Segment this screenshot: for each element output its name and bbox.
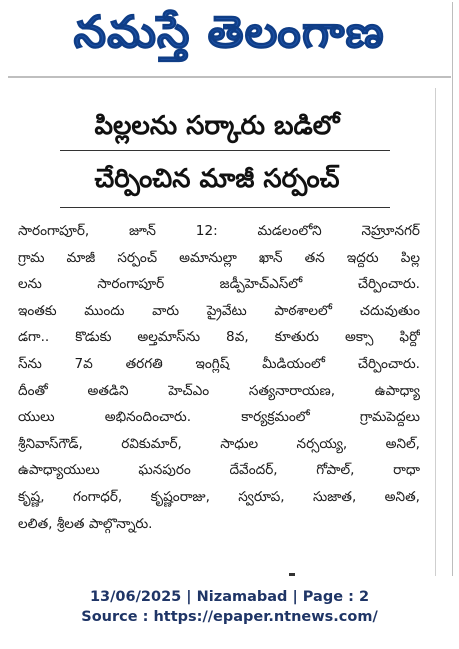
- edition-caption: 13/06/2025 | Nizamabad | Page : 2: [89, 589, 370, 605]
- body-line: కృష్ణ, గంగాధర్, కృష్ణంరాజు, స్వరూప, సుజాత, అనిత,: [18, 488, 420, 505]
- body-line: ఉపాధ్యాయులు ఘనపురం దేవేందర్, గోపాల్, రాధా: [18, 462, 420, 479]
- headline-rule-top: [60, 150, 390, 151]
- headline-rule-bottom: [60, 207, 390, 208]
- body-line: స్‌ను 7వ తరగతి ఇంగ్లిష్ మీడియంలో చేర్పించారు.: [18, 355, 420, 372]
- body-line: డగా.. కొడుకు అల్తమాస్‌ను 8వ, కూతురు అక్సా ఫిర్దో: [18, 329, 420, 346]
- source-caption: Source : https://epaper.ntnews.com/: [81, 609, 378, 625]
- body-line: ఇంతకు ముందు వారు ప్రైవేటు పాఠశాలలో చదువుతుం: [18, 302, 420, 319]
- body-line: గ్రామ మాజీ సర్పంచ్ అమానుల్లా ఖాన్ తన ఇద్దరు పిల్ల: [18, 249, 420, 266]
- headline-line-2: చేర్పించిన మాజీ సర్పంచ్: [94, 164, 340, 194]
- headline-line-1: పిల్లలను సర్కారు బడిలో: [94, 111, 340, 141]
- article-body: [18, 218, 420, 537]
- body-line: శ్రీనివాస్‌గౌడ్, రవికుమార్, సాధుల నర్సయ్య, అనిల్,: [18, 435, 420, 452]
- masthead-divider: [8, 76, 451, 78]
- masthead-title: నమస్తే తెలంగాణ: [73, 7, 386, 58]
- column-rule: [435, 88, 436, 576]
- body-line: యులు అభినందించారు. కార్యక్రమంలో గ్రామపెద్దలు: [18, 409, 420, 426]
- cut-mark: [289, 573, 295, 576]
- masthead: [2, 2, 457, 74]
- clipping-border: [452, 2, 453, 576]
- newspaper-clipping: [2, 2, 457, 576]
- body-line: సారంగాపూర్, జూన్ 12: మడలంలోని నెహ్రూనగర్: [18, 223, 420, 239]
- body-line: దీంతో అతడిని హెచ్ఎం సత్యనారాయణ, ఉపాధ్యా: [18, 382, 420, 399]
- body-line: లను సారంగాపూర్ జడ్పీహెచ్ఎస్‌లో చేర్పించారు.: [18, 276, 420, 293]
- body-line: లలిత, శ్రీలత పాల్గొన్నారు.: [18, 515, 153, 532]
